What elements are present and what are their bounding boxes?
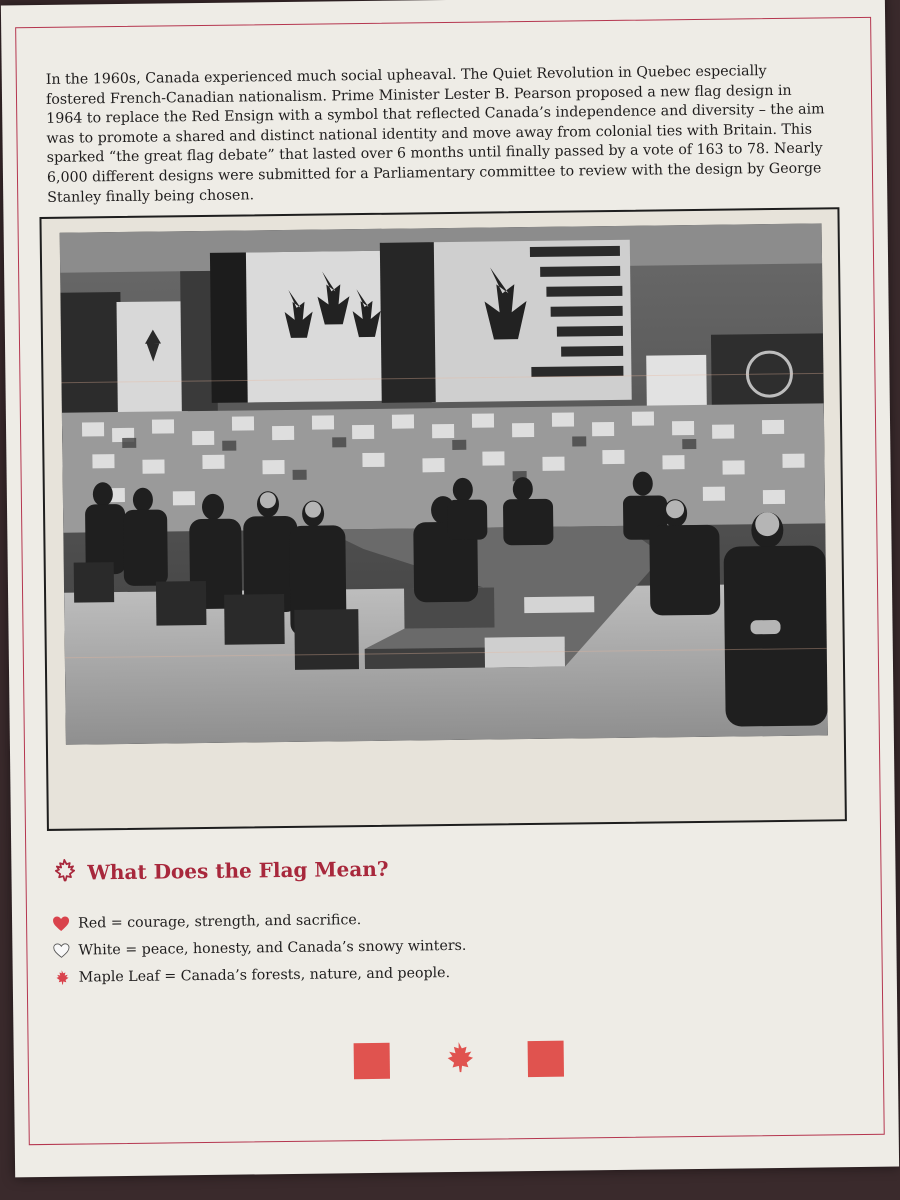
photo-frame bbox=[39, 207, 846, 831]
document-page bbox=[1, 0, 899, 1177]
intro-paragraph: In the 1960s, Canada experienced much social upheaval. The Quiet Revolution in Quebec especially fostered French-Canadian nationalism. Prime Minister Lester B. Pearson proposed a new flag design in 1964 to replace the Red Ensign with a symbol that reflected Canada’s independence and diversity – the aim was to promote a shared and distinct national identity and move away from colonial ties with Britain. This sparked “the great flag debate” that lasted over 6 months until finally passed by a vote of 163 to 78. Nearly 6,000 different designs were submitted for a Parliamentary committee to review with the design by George Stanley finally being chosen. bbox=[45, 63, 825, 206]
historical-photo bbox=[60, 223, 828, 744]
section-heading bbox=[51, 854, 388, 888]
flag-red-square-right bbox=[528, 1041, 564, 1077]
committee-photo-illustration bbox=[60, 223, 828, 744]
flag-red-square-left bbox=[354, 1043, 390, 1079]
section-title: What Does the Flag Mean? bbox=[87, 856, 389, 885]
red-heart-icon bbox=[52, 914, 70, 932]
flag-meaning-list bbox=[52, 901, 753, 991]
maple-leaf-icon bbox=[440, 1039, 479, 1081]
meaning-red-text: Red = courage, strength, and sacrifice. bbox=[77, 911, 362, 932]
canada-flag-decoration bbox=[354, 1039, 564, 1082]
white-heart-icon bbox=[52, 941, 70, 959]
maple-leaf-icon bbox=[53, 968, 71, 986]
meaning-maple-leaf-text: Maple Leaf = Canada’s forests, nature, and people. bbox=[78, 964, 451, 986]
meaning-white-text: White = peace, honesty, and Canada’s snowy winters. bbox=[78, 937, 467, 959]
maple-leaf-outline-icon bbox=[51, 858, 77, 888]
